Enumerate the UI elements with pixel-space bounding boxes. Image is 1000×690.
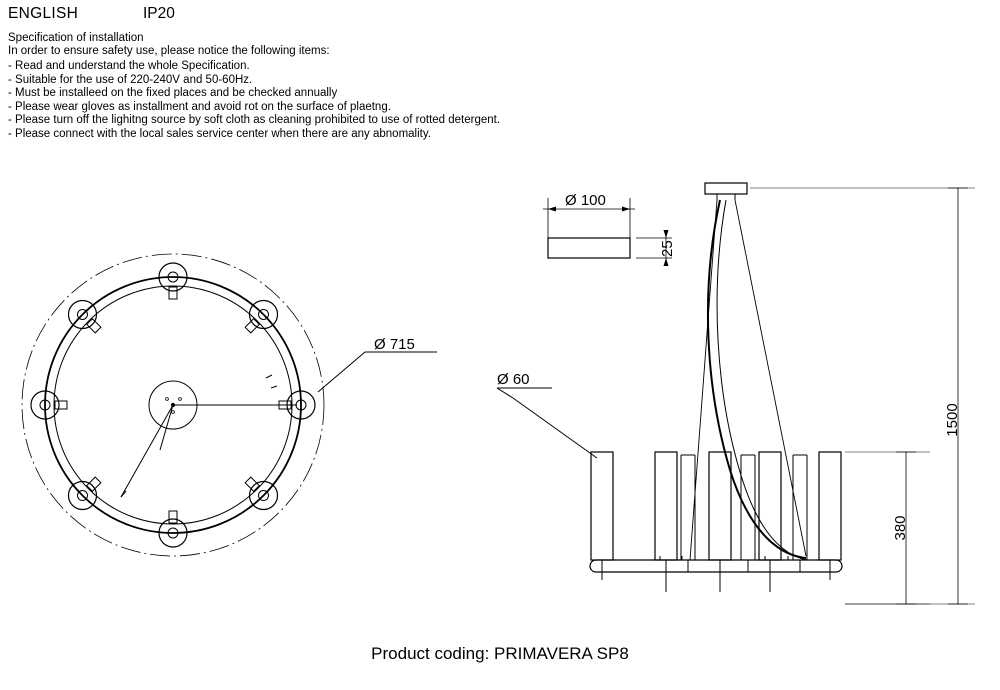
shade-body (655, 452, 677, 560)
shade (709, 452, 731, 592)
top-plate-detail (543, 198, 672, 266)
arm-connector (169, 511, 177, 523)
height-25-label: 25 (659, 240, 676, 257)
top-plate-rect (548, 238, 630, 258)
hub-hole (172, 411, 175, 414)
ring-tick (271, 386, 277, 388)
power-cable (708, 200, 806, 558)
hub-hole (166, 398, 169, 401)
arm-assembly (159, 511, 187, 547)
ceiling-canopy (705, 183, 747, 194)
height-380-label: 380 (892, 515, 909, 541)
arm-assembly (238, 470, 283, 515)
height-380-dimension (845, 452, 930, 604)
front-elevation (590, 183, 842, 592)
ring-bar-left-cap (590, 560, 596, 572)
diameter-60-label: Ø 60 (497, 371, 530, 388)
spoke (121, 405, 173, 497)
shade-body (709, 452, 731, 560)
specification-title: Specification of installation (8, 32, 144, 44)
diameter-715-label: Ø 715 (374, 336, 415, 353)
arm-connector (169, 287, 177, 299)
shade (655, 452, 677, 592)
ip-rating-label: IP20 (143, 5, 175, 22)
spoke (160, 405, 173, 450)
shade (759, 452, 781, 592)
arm-assembly (159, 263, 187, 299)
ring-ticks (121, 375, 277, 497)
arrow-head (664, 258, 669, 266)
arm-connector (55, 401, 67, 409)
list-item: - Must be installeed on the fixed places and be checked annually (8, 87, 338, 100)
diameter-60-callout (497, 388, 597, 458)
arm-assembly (31, 391, 67, 419)
arrow-head (548, 207, 556, 212)
suspension-cable (690, 200, 717, 560)
height-1500-dimension (750, 188, 975, 604)
ring-tick (266, 375, 272, 378)
hub-hole (179, 398, 182, 401)
shade-body (819, 452, 841, 560)
leader-kink (497, 388, 513, 398)
shade-rear (681, 455, 695, 572)
top-view (22, 254, 324, 556)
arrow-head (664, 230, 669, 238)
shade-group (591, 452, 841, 592)
list-item: - Suitable for the use of 220-240V and 50-60Hz. (8, 73, 253, 86)
diameter-100-label: Ø 100 (565, 192, 606, 209)
list-item: - Please turn off the lighitng source by soft cloth as cleaning prohibited to use of rotted detergent. (8, 114, 501, 127)
diameter-715-callout (318, 352, 437, 392)
arm-assembly (63, 295, 108, 340)
arm-assembly (238, 295, 283, 340)
suspension-cable (735, 200, 806, 556)
arrow-head (622, 207, 630, 212)
product-coding: Product coding: PRIMAVERA SP8 (371, 644, 629, 663)
list-item: - Read and understand the whole Specification. (8, 60, 250, 72)
ring-bar-right-cap (836, 560, 842, 572)
height-1500-label: 1500 (944, 403, 961, 437)
list-item: - Please connect with the local sales service center when there are any abnomality. (8, 127, 431, 140)
arm-assembly (63, 470, 108, 515)
list-item: - Please wear gloves as installment and avoid rot on the surface of plaetng. (8, 100, 391, 113)
leader-line (318, 352, 365, 392)
shade-body (591, 452, 613, 560)
language-label: ENGLISH (8, 5, 79, 22)
shade-rear (793, 455, 807, 572)
leader-line (513, 398, 597, 458)
specification-intro: In order to ensure safety use, please notice the following items: (8, 45, 330, 57)
